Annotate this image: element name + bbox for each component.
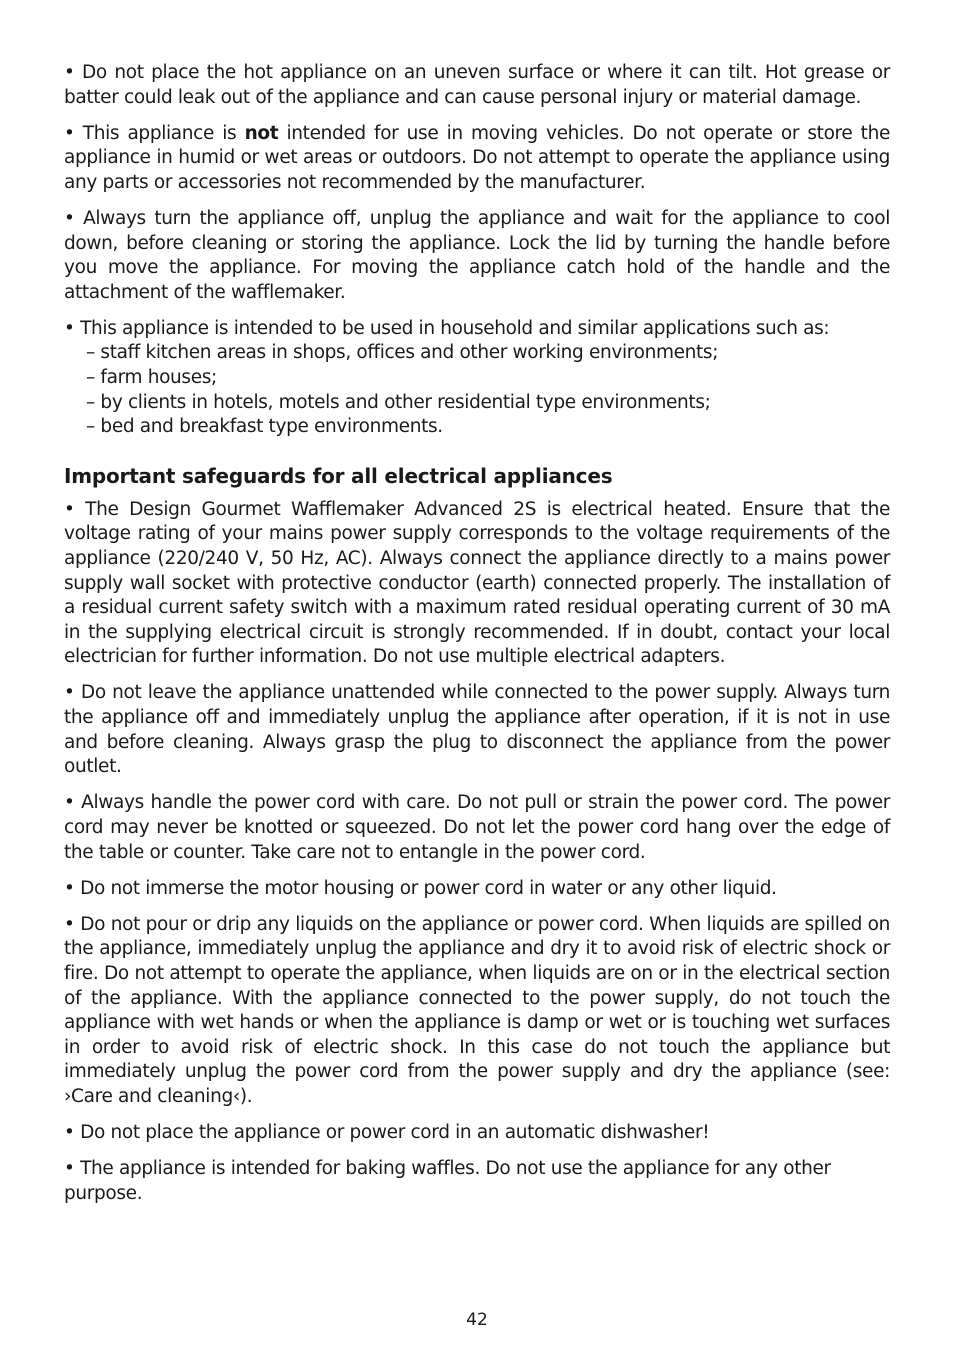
- list-item-farm-houses: – farm houses;: [86, 367, 217, 389]
- emphasis-not: not: [244, 122, 279, 144]
- safety-item-moving-vehicles: [64, 122, 890, 196]
- list-item-bed-breakfast: – bed and breakfast type environments.: [86, 416, 443, 438]
- safety-item-unattended: • Do not leave the appliance unattended while connected to the power supply. Always turn the appliance off and immediately unplug the appliance after operation, if it is not in use and before cleaning. Always grasp the plug to disconnect the appliance from the power outlet.: [64, 682, 890, 778]
- safety-item-intended-purpose: • The appliance is intended for baking waffles. Do not use the appliance for any other purpose.: [64, 1158, 831, 1204]
- safety-item-immerse: • Do not immerse the motor housing or power cord in water or any other liquid.: [64, 877, 777, 899]
- list-item-hotels: – by clients in hotels, motels and other residential type environments;: [86, 391, 711, 413]
- document-body: [64, 61, 890, 1218]
- text-before-bold: • This appliance is: [64, 122, 245, 144]
- page-number: 42: [466, 1310, 488, 1330]
- safety-item-voltage: • The Design Gourmet Wafflemaker Advanced 2S is electrical heated. Ensure that the voltage rating of your mains power supply corresponds to the voltage requirements of the appliance (220/240 V, 50 Hz, AC). Always connect the appliance directly to a mains power supply wall socket with protective conductor (earth) connected properly. The installation of a residual current safety switch with a maximum rated residual operating current of 30 mA in the supplying electrical circuit is strongly recommended. If in doubt, contact your local electrician for further information. Do not use multiple electrical adapters.: [64, 498, 890, 668]
- list-item-staff-kitchen: – staff kitchen areas in shops, offices and other working environments;: [86, 342, 719, 364]
- safety-item-dishwasher: • Do not place the appliance or power cord in an automatic dishwasher!: [64, 1121, 710, 1143]
- safety-item-household-use: • This appliance is intended to be used in household and similar applications such as:: [64, 317, 830, 339]
- section-heading: Important safeguards for all electrical appliances: [64, 463, 613, 488]
- text-after-bold: intended for use in moving vehicles. Do not operate or store the appliance in humid or wet areas or outdoors. Do not attempt to operate the appliance using any parts or accessories not recommended by the manufacturer.: [64, 122, 890, 193]
- safety-item-cool-down: • Always turn the appliance off, unplug the appliance and wait for the appliance to cool down, before cleaning or storing the appliance. Lock the lid by turning the handle before you move the appliance. For moving the appliance catch hold of the handle and the attachment of the wafflemaker.: [64, 207, 890, 303]
- safety-item-uneven-surface: • Do not place the hot appliance on an uneven surface or where it can tilt. Hot grease or batter could leak out of the appliance and can cause personal injury or material damage.: [64, 62, 890, 108]
- safety-item-power-cord: • Always handle the power cord with care. Do not pull or strain the power cord. The power cord may never be knotted or squeezed. Do not let the power cord hang over the edge of the table or counter. Take care not to entangle in the power cord.: [64, 792, 890, 863]
- safety-item-liquids: • Do not pour or drip any liquids on the appliance or power cord. When liquids are spilled on the appliance, immediately unplug the appliance and dry it to avoid risk of electric shock or fire. Do not attempt to operate the appliance, when liquids are on or in the electrical section of the appliance. With the appliance connected to the power supply, do not touch the appliance with wet hands or when the appliance is damp or wet or is touching wet surfaces in order to avoid risk of electric shock. In this case do not touch the appliance but immediately unplug the power cord from the power supply and dry the appliance (see: ›Care and cleaning‹).: [64, 913, 890, 1107]
